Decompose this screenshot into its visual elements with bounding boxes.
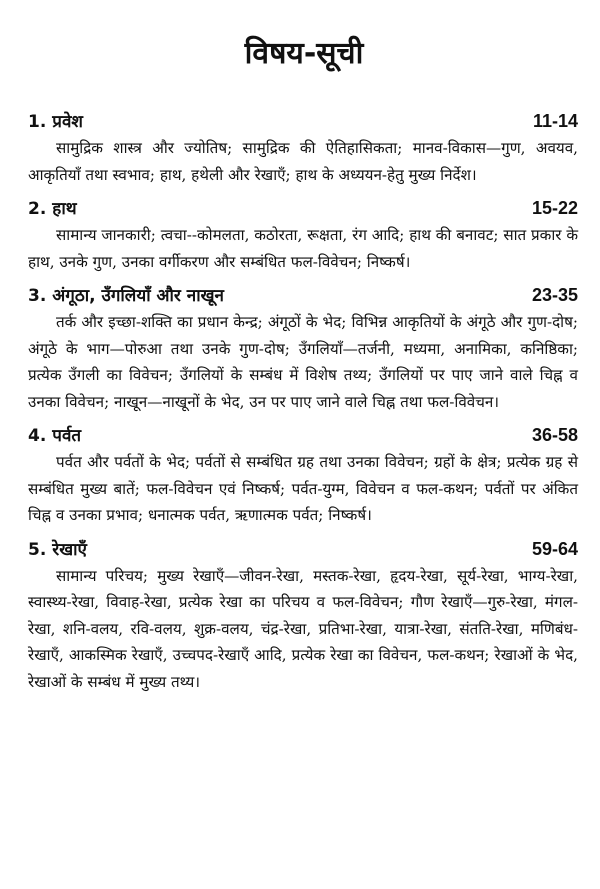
chapter-page-range: 23-35	[531, 285, 578, 305]
chapter-title: अंगूठा, उँगलियाँ और नाखून	[52, 286, 224, 306]
chapter-heading	[28, 537, 87, 563]
chapter-heading-row	[28, 195, 580, 222]
chapter-entry	[28, 195, 580, 275]
chapter-number: 3.	[28, 286, 47, 306]
chapter-heading	[28, 196, 77, 222]
chapter-page-range: 15-22	[531, 198, 578, 218]
chapter-number: 2.	[28, 199, 47, 219]
chapter-entry	[28, 422, 580, 529]
chapter-heading	[28, 283, 224, 309]
chapter-entry	[28, 536, 580, 696]
chapter-heading-row	[28, 422, 580, 449]
chapter-title: प्रवेश	[52, 112, 83, 132]
chapter-heading-row	[28, 536, 580, 563]
chapter-page-range: 59-64	[531, 538, 578, 559]
chapter-number: 1.	[28, 112, 47, 132]
chapter-heading-row	[28, 108, 580, 135]
chapter-entry	[28, 282, 580, 415]
chapter-entry	[28, 108, 580, 188]
chapter-description: तर्क और इच्छा-शक्ति का प्रधान केन्द्र; अंगूठों के भेद; विभिन्न आकृतियों के अंगूठे और गुण-दोष; अंगूठे के भाग—पोरुआ तथा उनके गुण-दोष; उँगलियाँ—तर्जनी, मध्यमा, अनामिका, कनिष्ठिका; प्रत्येक उँगली का विवेचन; उँगलियों के सम्बंध में विशेष तथ्य; उँगलियों पर पाए जाने वाले चिह्न व उनका विवेचन; नाखून—नाखूनों के भेद, उन पर पाए जाने वाले चिह्न तथा फल-विवेचन।	[28, 313, 578, 411]
chapter-page-range: 36-58	[531, 425, 578, 445]
chapter-heading-row	[28, 282, 580, 309]
chapter-title: हाथ	[52, 199, 77, 219]
page-title: विषय-सूची	[244, 36, 364, 71]
chapter-description: सामान्य जानकारी; त्वचा--कोमलता, कठोरता, रूक्षता, रंग आदि; हाथ की बनावट; सात प्रकार के हाथ, उनके गुण, उनका वर्गीकरण और सम्बंधित फल-विवेचन; निष्कर्ष।	[28, 226, 578, 271]
chapter-page-range: 11-14	[532, 111, 578, 131]
chapter-description: सामुद्रिक शास्त्र और ज्योतिष; सामुद्रिक की ऐतिहासिकता; मानव-विकास—गुण, अवयव, आकृतियाँ तथा स्वभाव; हाथ, हथेली और रेखाएँ; हाथ के अध्ययन-हेतु मुख्य निर्देश।	[28, 139, 578, 184]
chapter-description: पर्वत और पर्वतों के भेद; पर्वतों से सम्बंधित ग्रह तथा उनका विवेचन; ग्रहों के क्षेत्र; प्रत्येक ग्रह से सम्बंधित मुख्य बातें; फल-विवेचन एवं निष्कर्ष; पर्वत-युग्म, विवेचन व फल-कथन; पर्वतों पर अंकित चिह्न व उनका प्रभाव; धनात्मक पर्वत, ऋणात्मक पर्वत; निष्कर्ष।	[28, 453, 578, 524]
chapter-title: रेखाएँ	[52, 539, 87, 560]
chapter-number: 4.	[28, 426, 47, 446]
chapter-list	[28, 108, 580, 695]
chapter-number: 5.	[28, 539, 47, 560]
chapter-description: सामान्य परिचय; मुख्य रेखाएँ—जीवन-रेखा, मस्तक-रेखा, हृदय-रेखा, सूर्य-रेखा, भाग्य-रेखा, स्वास्थ्य-रेखा, विवाह-रेखा, प्रत्येक रेखा का परिचय व फल-विवेचन; गौण रेखाएँ—गुरु-रेखा, मंगल-रेखा, शनि-वलय, रवि-वलय, शुक्र-वलय, चंद्र-रेखा, प्रतिभा-रेखा, यात्रा-रेखा, संतति-रेखा, मणिबंध-रेखाएँ, आकस्मिक रेखाएँ, उच्चपद-रेखाएँ आदि, प्रत्येक रेखा का विवेचन, फल-कथन; रेखाओं के भेद, रेखाओं के सम्बंध में मुख्य तथ्य।	[28, 566, 578, 691]
chapter-heading	[28, 109, 83, 135]
chapter-heading	[28, 423, 81, 449]
chapter-title: पर्वत	[52, 426, 82, 446]
